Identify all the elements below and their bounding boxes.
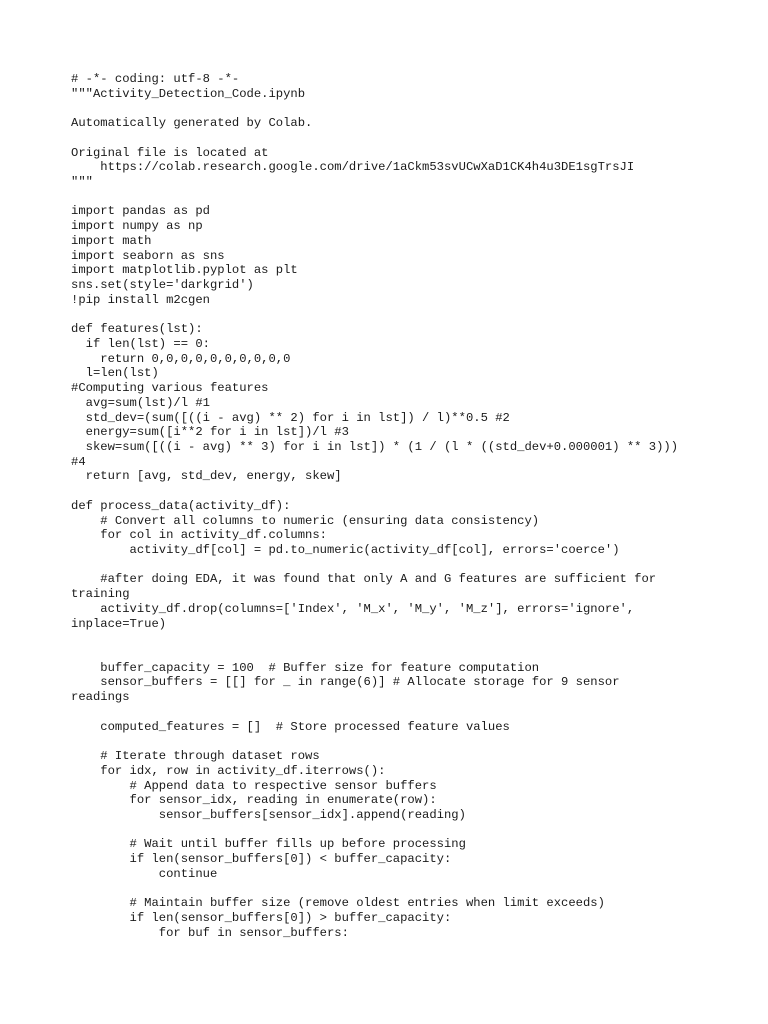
code-line: # Convert all columns to numeric (ensuring data consistency) — [71, 513, 540, 528]
code-line: # Iterate through dataset rows — [71, 749, 320, 764]
code-line: """Activity_Detection_Code.ipynb — [71, 86, 306, 101]
code-line: activity_df.drop(columns=['Index', 'M_x', 'M_y', 'M_z'], errors='ignore', — [71, 601, 635, 616]
code-line: computed_features = [] # Store processed feature values — [71, 719, 510, 734]
code-line: energy=sum([i**2 for i in lst])/l #3 — [71, 425, 349, 440]
code-line: continue — [71, 866, 218, 881]
code-line: https://colab.research.google.com/drive/1aCkm53svUCwXaD1CK4h4u3DE1sgTrsJI — [71, 160, 635, 175]
code-line: if len(sensor_buffers[0]) > buffer_capacity: — [71, 910, 452, 925]
code-line: import seaborn as sns — [71, 248, 225, 263]
code-line: #after doing EDA, it was found that only A and G features are sufficient for — [71, 572, 657, 587]
code-line: # Maintain buffer size (remove oldest entries when limit exceeds) — [71, 896, 605, 911]
code-line: sensor_buffers[sensor_idx].append(reading) — [71, 807, 466, 822]
code-line: # Append data to respective sensor buffers — [71, 778, 437, 793]
code-line — [71, 823, 721, 838]
code-line — [71, 484, 721, 499]
code-line: import pandas as pd — [71, 204, 210, 219]
code-line: Automatically generated by Colab. — [71, 116, 313, 131]
code-line — [71, 101, 721, 116]
code-line — [71, 190, 721, 205]
code-line: std_dev=(sum([((i - avg) ** 2) for i in lst]) / l)**0.5 #2 — [71, 410, 510, 425]
code-line — [71, 734, 721, 749]
code-line: Original file is located at — [71, 145, 269, 160]
code-line: activity_df[col] = pd.to_numeric(activity_df[col], errors='coerce') — [71, 543, 620, 557]
code-line: if len(lst) == 0: — [71, 336, 210, 351]
code-line: def process_data(activity_df): — [71, 498, 291, 513]
code-line — [71, 882, 721, 897]
code-line: inplace=True) — [71, 616, 167, 631]
code-line: for col in activity_df.columns: — [71, 528, 327, 543]
code-line: readings — [71, 690, 130, 705]
code-line — [71, 705, 721, 720]
code-line: training — [71, 587, 130, 602]
code-line: l=len(lst) — [71, 366, 159, 381]
code-line: import math — [71, 233, 152, 248]
code-line: import matplotlib.pyplot as plt — [71, 263, 298, 278]
code-listing — [71, 72, 721, 940]
code-line: return 0,0,0,0,0,0,0,0,0,0 — [71, 351, 291, 366]
code-line: for buf in sensor_buffers: — [71, 925, 349, 940]
code-line: sensor_buffers = [[] for _ in range(6)] # Allocate storage for 9 sensor — [71, 675, 620, 690]
code-line: #4 — [71, 454, 86, 469]
code-line: skew=sum([((i - avg) ** 3) for i in lst]) * (1 / (l * ((std_dev+0.000001) ** 3))) — [71, 439, 679, 454]
code-line: def features(lst): — [71, 322, 203, 337]
code-line — [71, 558, 721, 573]
code-line — [71, 308, 721, 323]
code-line: # -*- coding: utf-8 -*- — [71, 72, 240, 86]
code-line: sns.set(style='darkgrid') — [71, 278, 254, 293]
code-line — [71, 631, 721, 646]
code-line: avg=sum(lst)/l #1 — [71, 395, 210, 410]
code-line: !pip install m2cgen — [71, 292, 210, 307]
code-line: #Computing various features — [71, 381, 269, 396]
code-line: for sensor_idx, reading in enumerate(row): — [71, 793, 437, 808]
code-line — [71, 646, 721, 661]
code-line: buffer_capacity = 100 # Buffer size for feature computation — [71, 660, 540, 675]
code-line: # Wait until buffer fills up before processing — [71, 837, 466, 852]
code-line: """ — [71, 175, 93, 190]
code-line: import numpy as np — [71, 219, 203, 234]
code-line: for idx, row in activity_df.iterrows(): — [71, 763, 386, 778]
code-line: if len(sensor_buffers[0]) < buffer_capacity: — [71, 852, 452, 867]
code-line — [71, 131, 721, 146]
code-line: return [avg, std_dev, energy, skew] — [71, 469, 342, 484]
